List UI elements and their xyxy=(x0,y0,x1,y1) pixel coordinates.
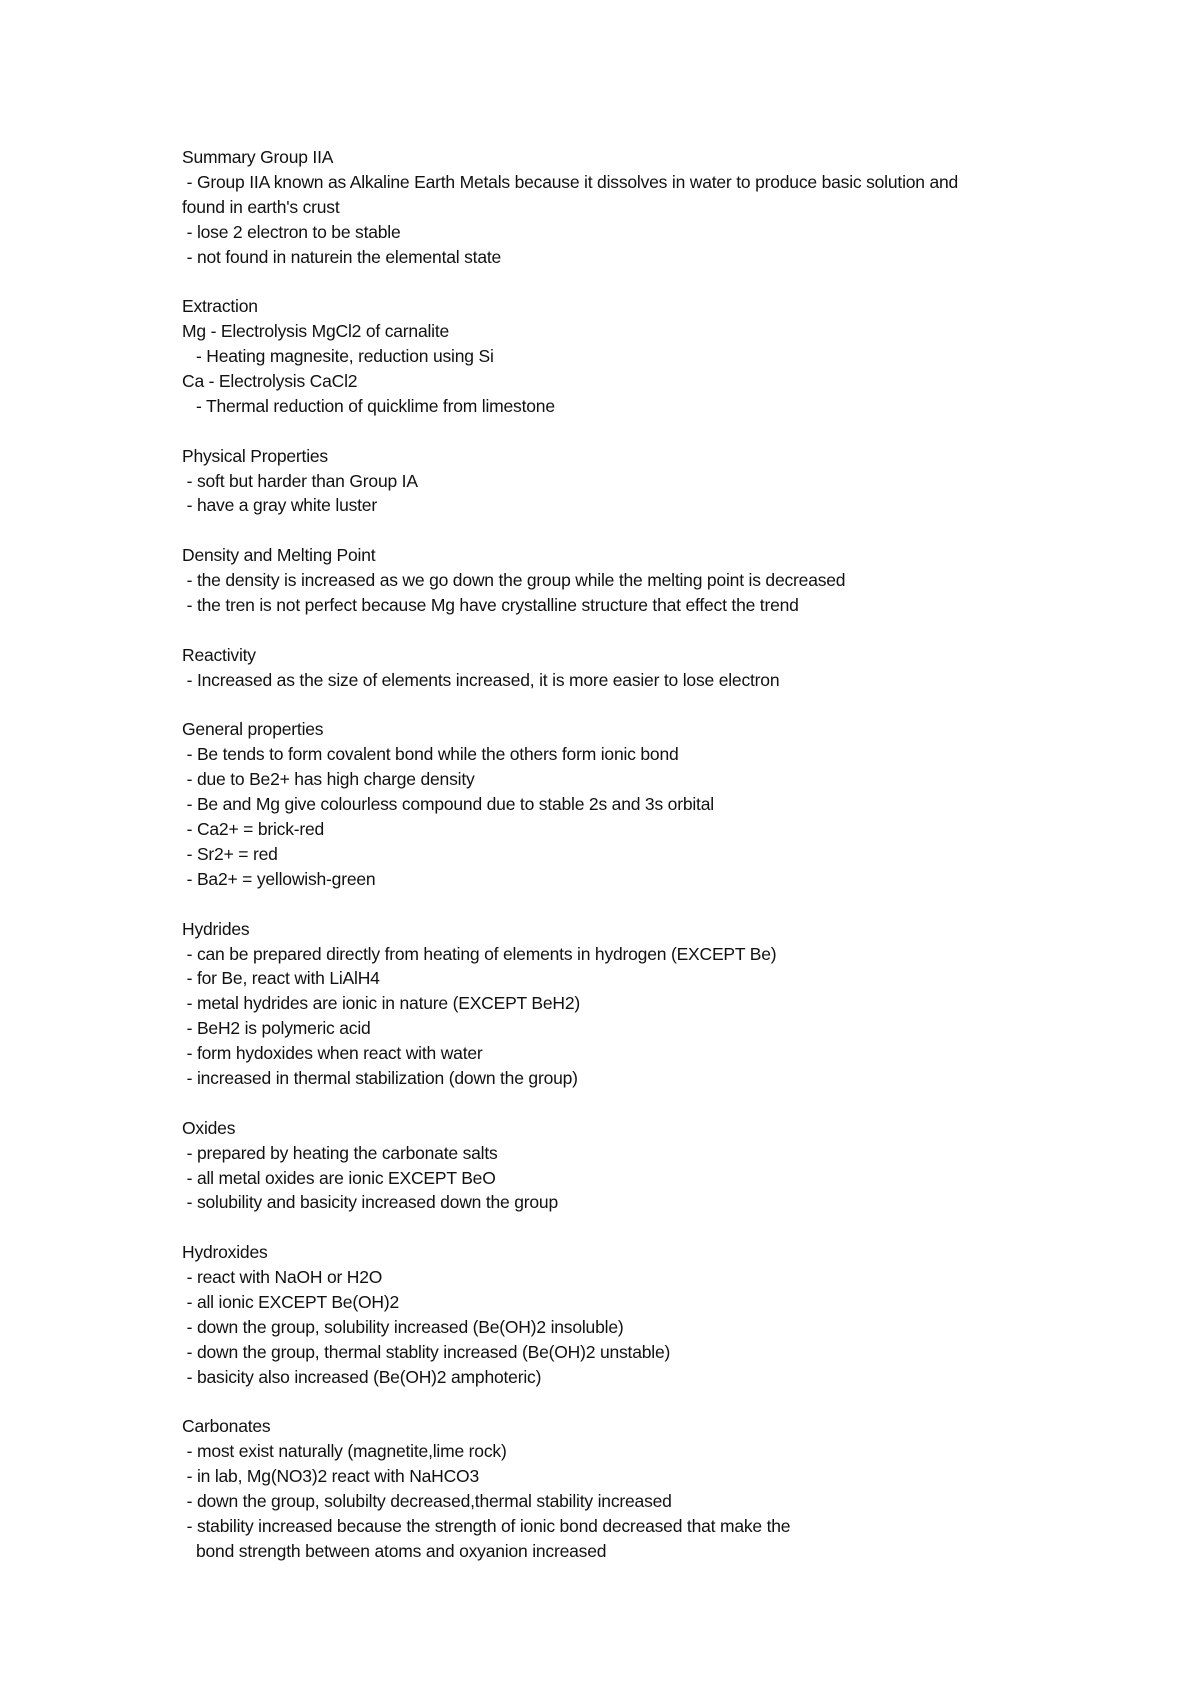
text-line: Mg - Electrolysis MgCl2 of carnalite xyxy=(182,321,450,342)
text-line: - Group IIA known as Alkaline Earth Metals because it dissolves in water to produce basic solution and xyxy=(182,171,959,192)
text-line: - can be prepared directly from heating of elements in hydrogen (EXCEPT Be) xyxy=(182,943,777,964)
text-line: - stability increased because the strength of ionic bond decreased that make the xyxy=(182,1515,791,1536)
document-body xyxy=(182,145,1112,1564)
text-line: - for Be, react with LiAlH4 xyxy=(182,968,380,989)
text-line: - form hydoxides when react with water xyxy=(182,1043,483,1064)
text-line: - have a gray white luster xyxy=(182,495,377,516)
text-line: - in lab, Mg(NO3)2 react with NaHCO3 xyxy=(182,1466,479,1487)
text-line: - Increased as the size of elements increased, it is more easier to lose electron xyxy=(182,669,780,690)
text-line: - BeH2 is polymeric acid xyxy=(182,1018,371,1039)
text-line: - Ca2+ = brick-red xyxy=(182,819,325,840)
text-line: - the tren is not perfect because Mg have crystalline structure that effect the trend xyxy=(182,595,799,616)
text-line: Hydrides xyxy=(182,918,250,939)
text-line: bond strength between atoms and oxyanion increased xyxy=(182,1540,607,1561)
text-line: Physical Properties xyxy=(182,445,328,466)
blank-line xyxy=(182,1390,1112,1415)
text-line: Ca - Electrolysis CaCl2 xyxy=(182,371,358,392)
text-line: - Heating magnesite, reduction using Si xyxy=(182,346,494,367)
text-line: Summary Group IIA xyxy=(182,147,334,167)
text-line: - basicity also increased (Be(OH)2 amphoteric) xyxy=(182,1366,542,1387)
text-line: - Sr2+ = red xyxy=(182,843,278,864)
text-line: - solubility and basicity increased down the group xyxy=(182,1192,558,1213)
blank-line xyxy=(182,1091,1112,1116)
blank-line xyxy=(182,892,1112,917)
text-line: - all metal oxides are ionic EXCEPT BeO xyxy=(182,1167,496,1188)
blank-line xyxy=(182,518,1112,543)
text-line: - Be tends to form covalent bond while the others form ionic bond xyxy=(182,744,679,765)
text-line: - most exist naturally (magnetite,lime rock) xyxy=(182,1441,507,1462)
text-line: - metal hydrides are ionic in nature (EXCEPT BeH2) xyxy=(182,993,580,1014)
blank-line xyxy=(182,1215,1112,1240)
text-line: - down the group, solubility increased (Be(OH)2 insoluble) xyxy=(182,1316,624,1337)
text-line: - due to Be2+ has high charge density xyxy=(182,769,475,790)
text-line: - soft but harder than Group IA xyxy=(182,470,418,491)
text-line: - Thermal reduction of quicklime from limestone xyxy=(182,395,555,416)
text-line: - all ionic EXCEPT Be(OH)2 xyxy=(182,1291,399,1312)
text-line: - down the group, solubilty decreased,thermal stability increased xyxy=(182,1491,672,1512)
blank-line xyxy=(182,419,1112,444)
text-line: - react with NaOH or H2O xyxy=(182,1267,383,1288)
blank-line xyxy=(182,618,1112,643)
text-line: found in earth's crust xyxy=(182,196,340,217)
text-line: Oxides xyxy=(182,1117,236,1138)
text-line: - lose 2 electron to be stable xyxy=(182,221,401,242)
text-line: General properties xyxy=(182,719,324,740)
blank-line xyxy=(182,693,1112,718)
text-line: - the density is increased as we go down the group while the melting point is decreased xyxy=(182,570,846,591)
text-line: Carbonates xyxy=(182,1416,271,1437)
text-line: - not found in naturein the elemental state xyxy=(182,246,502,267)
text-line: - prepared by heating the carbonate salts xyxy=(182,1142,498,1163)
text-line: - Ba2+ = yellowish-green xyxy=(182,868,376,889)
blank-line xyxy=(182,269,1112,294)
text-line: Extraction xyxy=(182,296,258,317)
text-line: - Be and Mg give colourless compound due to stable 2s and 3s orbital xyxy=(182,794,714,815)
text-line: - increased in thermal stabilization (down the group) xyxy=(182,1067,578,1088)
text-line: - down the group, thermal stablity increased (Be(OH)2 unstable) xyxy=(182,1341,671,1362)
text-line: Reactivity xyxy=(182,644,256,665)
text-line: Density and Melting Point xyxy=(182,545,376,566)
text-line: Hydroxides xyxy=(182,1242,268,1263)
